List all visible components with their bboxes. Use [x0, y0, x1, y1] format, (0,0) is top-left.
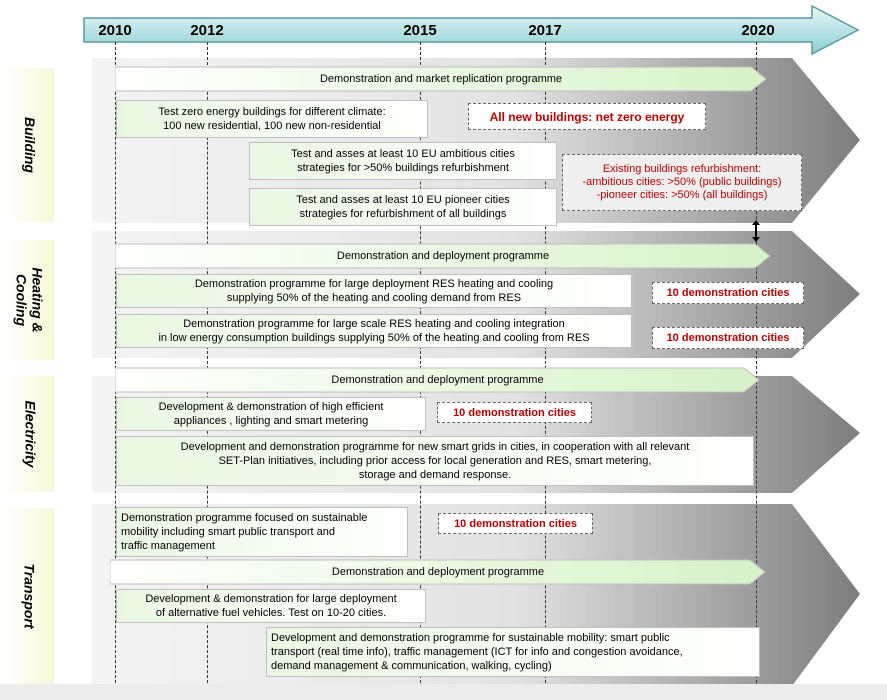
label-transport-panel	[6, 508, 54, 684]
building-programme-label: Demonstration and market replication programme	[319, 73, 563, 85]
year-2015: 2015	[403, 22, 437, 39]
heating-target-1: 10 demonstration cities	[652, 282, 804, 304]
heating-box-res-integration: Demonstration programme for large scale RES heating and cooling integration in low energy consumption buildings supplying 50% of the heating and cooling from RES	[116, 314, 632, 348]
year-2010: 2010	[98, 22, 132, 39]
transport-programme-label: Demonstration and deployment programme	[331, 566, 545, 578]
label-building-panel	[6, 68, 54, 222]
label-electricity-panel	[6, 376, 54, 492]
heating-box-res-deployment: Demonstration programme for large deployment RES heating and cooling supplying 50% of the heating and cooling demand from RES	[116, 274, 632, 308]
electricity-target-1: 10 demonstration cities	[437, 402, 592, 423]
transport-box-mobility: Demonstration programme focused on sustainable mobility including smart public transport and traffic management	[116, 507, 408, 557]
electricity-programme-label: Demonstration and deployment programme	[331, 374, 544, 386]
year-2017: 2017	[528, 22, 562, 39]
building-target-refurbishment: Existing buildings refurbishment: -ambitious cities: >50% (public buildings) -pioneer cities: >50% (all buildings)	[562, 154, 802, 211]
building-box2-line2: strategies for >50% buildings refurbishment	[297, 162, 509, 174]
building-box2-line1: Test and asses at least 10 EU ambitious cities	[291, 148, 515, 160]
label-electricity: Electricity	[22, 400, 38, 468]
label-heating: Heating & Cooling	[14, 267, 46, 333]
transport-box-alt-fuel: Development & demonstration for large deployment of alternative fuel vehicles. Test on 10-20 cities.	[116, 589, 426, 623]
electricity-programme-arrow	[115, 367, 760, 393]
transport-programme-arrow	[110, 559, 766, 585]
heating-programme-label: Demonstration and deployment programme	[336, 250, 550, 262]
building-box3-line2: strategies for refurbishment of all buildings	[299, 208, 507, 220]
building-box-zero-energy	[116, 100, 428, 138]
label-building: Building	[22, 117, 38, 173]
building-box1-line1: Test zero energy buildings for different climate:	[158, 106, 386, 118]
heating-target-2: 10 demonstration cities	[652, 327, 804, 349]
building-programme-arrow	[115, 66, 767, 92]
transport-box-sustainable: Development and demonstration programme for sustainable mobility: smart public transport (real time info), traffic management (ICT for info and congestion avoidance, demand management & communication, walking, cycling)	[266, 627, 760, 677]
transport-target-1: 10 demonstration cities	[438, 513, 593, 534]
double-arrow-marker	[750, 220, 762, 242]
building-target-net-zero: All new buildings: net zero energy	[468, 103, 706, 130]
label-heating-panel	[6, 240, 54, 360]
electricity-box-smart-grids: Development and demonstration programme for new smart grids in cities, in cooperation with all relevant SET-Plan initiatives, including prior access for local generation and RES, smart metering, storage and demand response.	[116, 436, 754, 486]
building-box-pioneer	[249, 188, 557, 226]
year-2012: 2012	[190, 22, 224, 39]
electricity-box-appliances: Development & demonstration of high efficient appliances , lighting and smart metering	[116, 397, 426, 431]
building-box-ambitious	[249, 142, 557, 180]
building-box3-line1: Test and asses at least 10 EU pioneer cities	[296, 194, 510, 206]
building-box1-line2: 100 new residential, 100 new non-residential	[163, 120, 381, 132]
heating-programme-arrow	[115, 243, 771, 269]
year-2020: 2020	[741, 22, 775, 39]
bottom-strip	[0, 684, 887, 700]
label-transport: Transport	[22, 563, 38, 629]
